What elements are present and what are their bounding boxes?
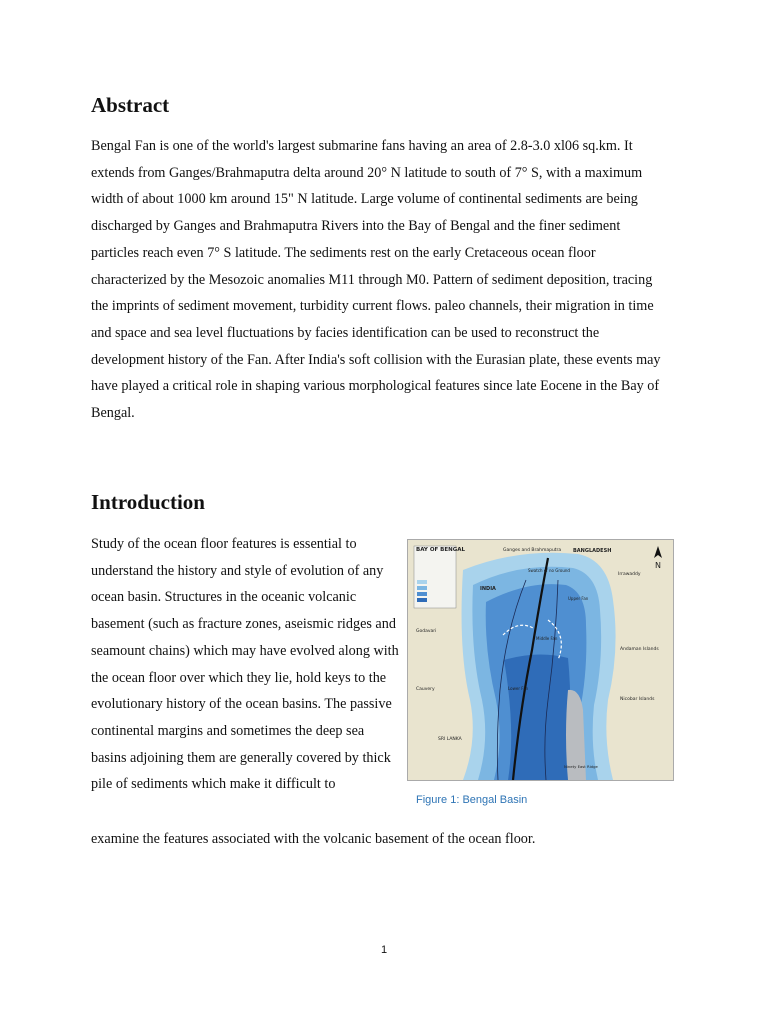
- abstract-heading: Abstract: [91, 93, 170, 117]
- bengal-basin-map: [407, 539, 674, 781]
- map-graphic: [408, 540, 673, 780]
- legend-swatch: [417, 586, 427, 590]
- figure-caption: Figure 1: Bengal Basin: [416, 794, 528, 806]
- north-label: N: [655, 561, 661, 570]
- label-ninety-east: Ninety East Ridge: [564, 764, 598, 769]
- introduction-paragraph: Study of the ocean floor features is essential to understand the history and style of evolution of any ocean basin. Structures in the oceanic volcanic basement (such as fracture zones, aseismic ridges and seamount chains) which may have evolved along with the ocean floor over which they lie, hold keys to the evolutionary history of the ocean basins. The passive continental margins and sometimes the deep sea basins adjoining them are generally covered by thick pile of sediments which make it difficult to: [91, 536, 399, 793]
- label-upper-fan: Upper Fan: [568, 596, 589, 601]
- map-title: BAY OF BENGAL: [416, 547, 465, 553]
- label-india: INDIA: [480, 586, 496, 592]
- page-number: 1: [380, 944, 388, 956]
- label-godavari: Godavari: [416, 629, 437, 634]
- abstract-paragraph: Bengal Fan is one of the world's largest submarine fans having an area of 2.8-3.0 xl06 sq.km. It extends from Ganges/Brahmaputra delta around 20° N latitude to south of 7° S, with a maximum width of about 1000 km around 15" N latitude. Large volume of continental sediments are being discharged by Ganges and Brahmaputra Rivers into the Bay of Bengal and the finer sediment particles reach even 7° S latitude. The sediments rest on the early Cretaceous ocean floor characterized by the Mesozoic anomalies M11 through M0. Pattern of sediment deposition, tracing the imprints of sediment movement, turbidity current flows. paleo channels, their migration in time and space and sea level fluctuations by facies identification can be used to reconstruct the development history of the Fan. After India's soft collision with the Eurasian plate, these events may have played a critical role in shaping various morphological features since late Eocene in the Bay of Bengal.: [91, 138, 661, 422]
- label-swatch: Swatch of no Ground: [528, 568, 570, 573]
- legend-swatch: [417, 592, 427, 596]
- legend-swatch: [417, 598, 427, 602]
- legend-swatch: [417, 580, 427, 584]
- label-andaman: Andaman Islands: [620, 647, 659, 652]
- introduction-paragraph-tail: examine the features associated with the volcanic basement of the ocean floor.: [91, 831, 536, 847]
- label-nicobar: Nicobar Islands: [620, 697, 655, 702]
- label-cauvery: Cauvery: [416, 687, 435, 692]
- label-ganges: Ganges and Brahmaputra: [503, 548, 562, 553]
- introduction-heading: Introduction: [91, 490, 205, 514]
- label-sri-lanka: SRI LANKA: [438, 737, 462, 742]
- label-lower-fan: Lower Fan: [508, 686, 529, 691]
- label-bangladesh: BANGLADESH: [573, 548, 612, 554]
- label-irrawaddy: Irrawaddy: [618, 572, 641, 577]
- label-middle-fan: Middle Fan: [536, 636, 558, 641]
